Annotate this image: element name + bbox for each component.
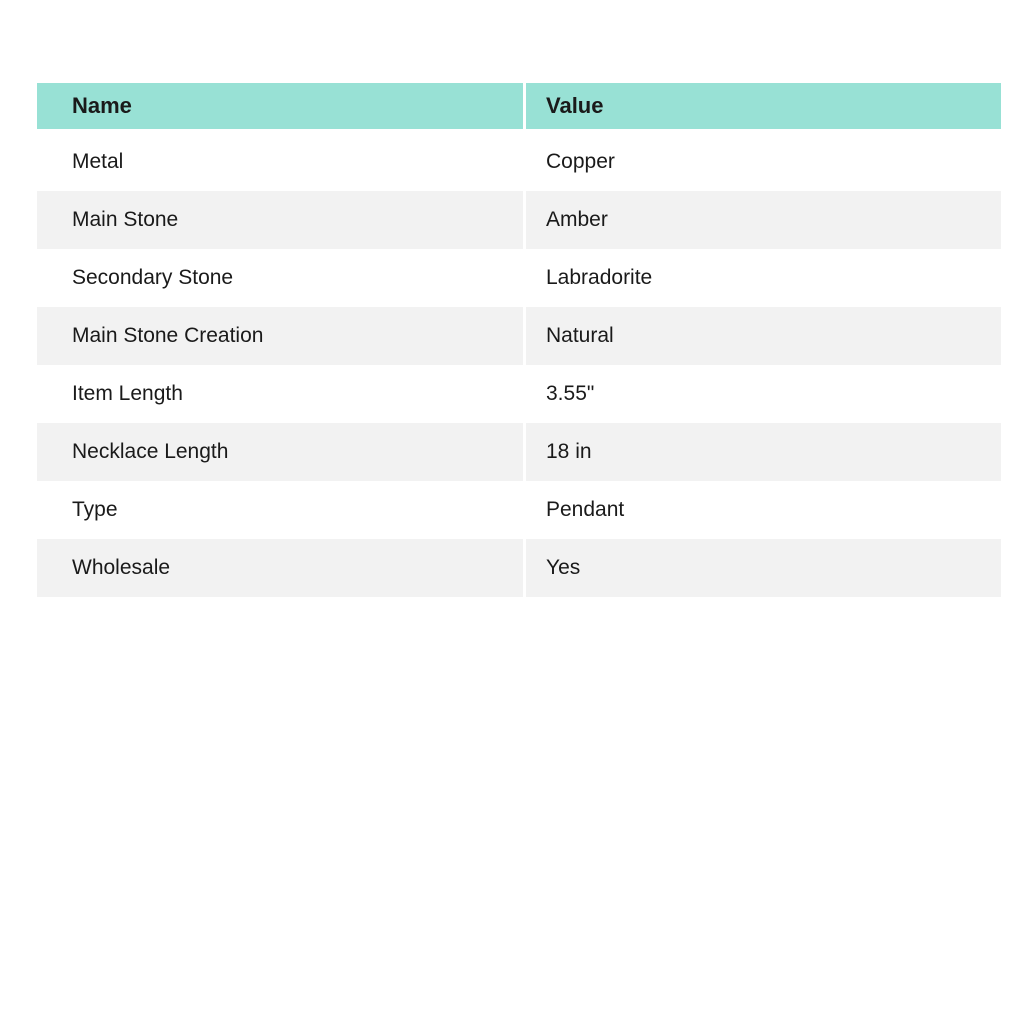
row-value-cell: Pendant — [526, 481, 1001, 539]
row-value-cell: Amber — [526, 191, 1001, 249]
row-name-cell: Main Stone Creation — [37, 307, 526, 365]
row-name-cell: Secondary Stone — [37, 249, 526, 307]
table-row — [37, 307, 1001, 365]
row-value-cell: Yes — [526, 539, 1001, 597]
row-value-cell: 3.55" — [526, 365, 1001, 423]
row-name-cell: Metal — [37, 133, 526, 191]
table-header-row — [37, 83, 1001, 133]
row-name-cell: Main Stone — [37, 191, 526, 249]
table-row — [37, 133, 1001, 191]
row-name-cell: Item Length — [37, 365, 526, 423]
table-row — [37, 539, 1001, 597]
table-row — [37, 481, 1001, 539]
column-header-value: Value — [526, 83, 1001, 133]
row-value-cell: 18 in — [526, 423, 1001, 481]
column-header-name: Name — [37, 83, 526, 133]
table-row — [37, 249, 1001, 307]
table-row — [37, 365, 1001, 423]
table-row — [37, 423, 1001, 481]
table-row — [37, 191, 1001, 249]
row-value-cell: Labradorite — [526, 249, 1001, 307]
attributes-table — [37, 83, 1001, 597]
row-name-cell: Wholesale — [37, 539, 526, 597]
row-name-cell: Necklace Length — [37, 423, 526, 481]
row-name-cell: Type — [37, 481, 526, 539]
row-value-cell: Natural — [526, 307, 1001, 365]
row-value-cell: Copper — [526, 133, 1001, 191]
